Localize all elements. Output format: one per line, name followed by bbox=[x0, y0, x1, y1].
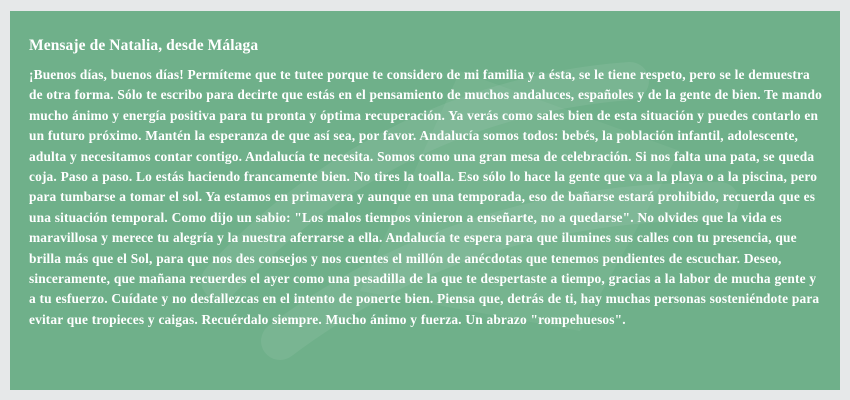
message-card bbox=[10, 11, 840, 390]
message-title: Mensaje de Natalia, desde Málaga bbox=[29, 37, 259, 54]
message-body: ¡Buenos días, buenos días! Permíteme que te tutee porque te considero de mi familia y a ésta, se le tiene respeto, pero se le demuestra de otra forma. Sólo te escribo para decirte que estás en el pensamiento de muchos andaluces, españoles y de la gente de bien. Te mando mucho ánimo y energía positiva para tu pronta y óptima recuperación. Ya verás como sales bien de esta situación y puedes contarlo en un futuro próximo. Mantén la esperanza de que así sea, por favor. Andalucía somos todos: bebés, la población infantil, adolescente, adulta y necesitamos contar contigo. Andalucía te necesita. Somos como una gran mesa de celebración. Si nos falta una pata, se queda coja. Paso a paso. Lo estás haciendo francamente bien. No tires la toalla. Eso sólo lo hace la gente que va a la playa o a la piscina, pero para tumbarse a tomar el sol. Ya estamos en primavera y aunque en una temporada, eso de bañarse estará prohibido, recuerda que es una situación temporal. Como dijo un sabio: "Los malos tiempos vinieron a enseñarte, no a quedarse". No olvides que la vida es maravillosa y merece tu alegría y la nuestra aferrarse a ella. Andalucía te espera para que ilumines sus calles con tu presencia, que brilla más que el Sol, para que nos des consejos y nos cuentes el millón de anécdotas que tenemos pendientes de escuchar. Deseo, sinceramente, que mañana recuerdes el ayer como una pesadilla de la que te despertaste a tiempo, gracias a la labor de mucha gente y a tu esfuerzo. Cuídate y no desfallezcas en el intento de ponerte bien. Piensa que, detrás de ti, hay muchas personas sosteniéndote para evitar que tropieces y caigas. Recuérdalo siempre. Mucho ánimo y fuerza. Un abrazo "rompehuesos". bbox=[29, 67, 822, 327]
